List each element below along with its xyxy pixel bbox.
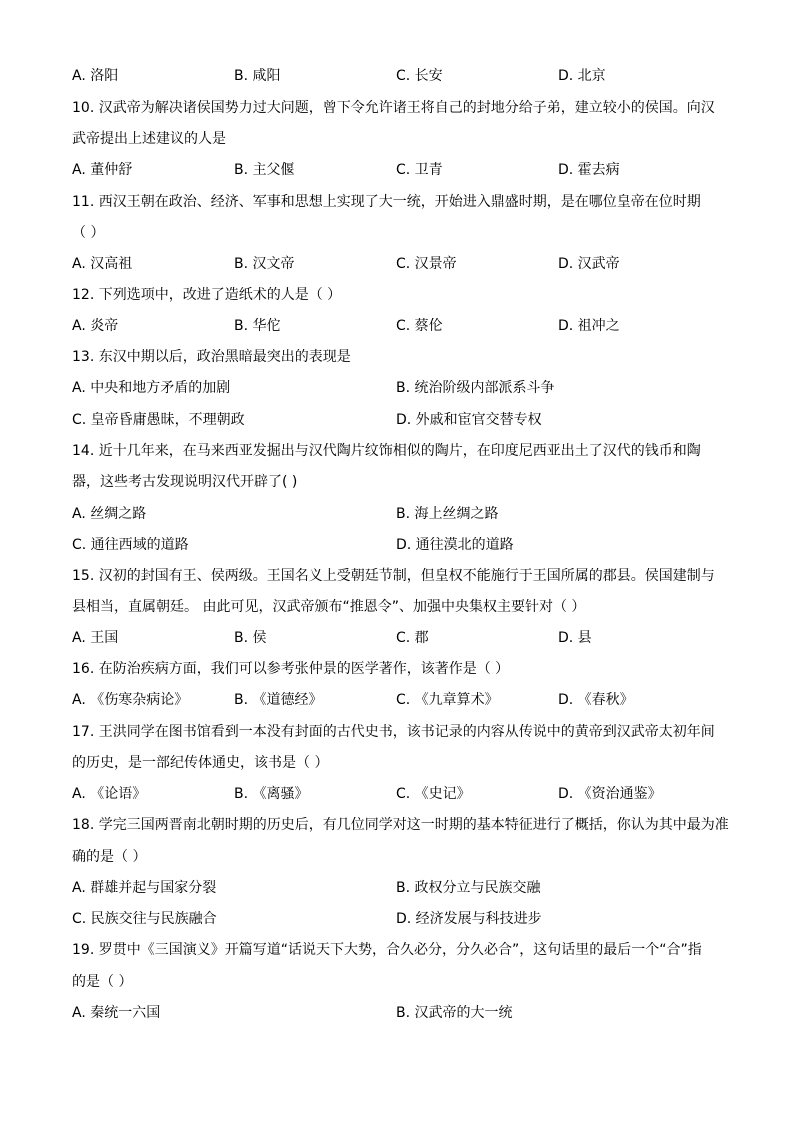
- q18-option-d[interactable]: D. 经济发展与科技进步: [396, 911, 542, 927]
- q11-stem-line-2: （ ）: [72, 225, 105, 241]
- q10-option-d[interactable]: D. 霍去病: [558, 162, 620, 178]
- q18-stem-line-2: 确的是（ ）: [72, 849, 147, 865]
- q16-option-b[interactable]: B. 《道德经》: [234, 692, 323, 708]
- q13-option-a[interactable]: A. 中央和地方矛盾的加剧: [72, 380, 231, 396]
- q11-stem-line-1: 11. 西汉王朝在政治、经济、军事和思想上实现了大一统，开始进入鼎盛时期，是在哪位皇帝在位时期: [72, 194, 701, 210]
- q14-option-d[interactable]: D. 通往漠北的道路: [396, 537, 514, 553]
- q10-option-b[interactable]: B. 主父偃: [234, 162, 295, 178]
- q12-option-b[interactable]: B. 华佗: [234, 318, 281, 334]
- q19-option-b[interactable]: B. 汉武帝的大一统: [396, 1005, 513, 1021]
- q17-option-d[interactable]: D. 《资治通鉴》: [558, 786, 662, 802]
- q15-stem-line-2: 县相当，直属朝廷。 由此可见，汉武帝颁布“推恩令”、加强中央集权主要针对（ ）: [72, 599, 586, 615]
- q15-option-c[interactable]: C. 郡: [396, 630, 429, 646]
- q16-option-d[interactable]: D. 《春秋》: [558, 692, 634, 708]
- q14-option-c[interactable]: C. 通往西域的道路: [72, 537, 189, 553]
- q17-option-a[interactable]: A. 《论语》: [72, 786, 147, 802]
- q16-option-a[interactable]: A. 《伤寒杂病论》: [72, 692, 189, 708]
- q18-stem-line-1: 18. 学完三国两晋南北朝时期的历史后，有几位同学对这一时期的基本特征进行了概括，你认为其中最为准: [72, 817, 729, 833]
- q11-option-c[interactable]: C. 汉景帝: [396, 256, 457, 272]
- q17-stem-line-2: 的历史，是一部纪传体通史，该书是（ ）: [72, 755, 329, 771]
- q18-option-b[interactable]: B. 政权分立与民族交融: [396, 880, 541, 896]
- q13-option-c[interactable]: C. 皇帝昏庸愚昧，不理朝政: [72, 412, 245, 428]
- q16-stem-line-1: 16. 在防治疾病方面，我们可以参考张仲景的医学著作，该著作是（ ）: [72, 661, 510, 677]
- q12-option-d[interactable]: D. 祖冲之: [558, 318, 620, 334]
- q13-option-b[interactable]: B. 统治阶级内部派系斗争: [396, 380, 555, 396]
- q14-option-a[interactable]: A. 丝绸之路: [72, 506, 147, 522]
- q15-option-a[interactable]: A. 王国: [72, 630, 119, 646]
- q13-stem-line-1: 13. 东汉中期以后，政治黑暗最突出的表现是: [72, 349, 351, 365]
- q14-stem-line-1: 14. 近十几年来，在马来西亚发掘出与汉代陶片纹饰相似的陶片，在印度尼西亚出土了汉代的钱币和陶: [72, 443, 701, 459]
- q17-stem-line-1: 17. 王洪同学在图书馆看到一本没有封面的古代史书，该书记录的内容从传说中的黄帝到汉武帝太初年间: [72, 724, 715, 740]
- q10-option-c[interactable]: C. 卫青: [396, 162, 443, 178]
- q19-option-a[interactable]: A. 秦统一六国: [72, 1005, 161, 1021]
- q19-stem-line-1: 19. 罗贯中《三国演义》开篇写道“话说天下大势，合久必分，分久必合”，这句话里的最后一个“合”指: [72, 942, 702, 958]
- q13-option-d[interactable]: D. 外戚和宦官交替专权: [396, 412, 542, 428]
- q12-option-a[interactable]: A. 炎帝: [72, 318, 119, 334]
- q11-option-b[interactable]: B. 汉文帝: [234, 256, 295, 272]
- q15-option-b[interactable]: B. 侯: [234, 630, 267, 646]
- q16-option-c[interactable]: C. 《九章算术》: [396, 692, 499, 708]
- q15-stem-line-1: 15. 汉初的封国有王、侯两级。王国名义上受朝廷节制，但皇权不能施行于王国所属的郡县。侯国建制与: [72, 568, 715, 584]
- q18-option-a[interactable]: A. 群雄并起与国家分裂: [72, 880, 217, 896]
- q10-option-a[interactable]: A. 董仲舒: [72, 162, 133, 178]
- q18-option-c[interactable]: C. 民族交往与民族融合: [72, 911, 217, 927]
- q12-option-c[interactable]: C. 蔡伦: [396, 318, 443, 334]
- q17-option-b[interactable]: B. 《离骚》: [234, 786, 309, 802]
- q19-stem-line-2: 的是（ ）: [72, 974, 133, 990]
- q14-stem-line-2: 器，这些考古发现说明汉代开辟了( ): [72, 474, 298, 490]
- q10-stem-line-1: 10. 汉武帝为解决诸侯国势力过大问题，曾下令允许诸王将自己的封地分给子弟，建立较小的侯国。向汉: [72, 100, 715, 116]
- q15-option-d[interactable]: D. 县: [558, 630, 592, 646]
- q14-option-b[interactable]: B. 海上丝绸之路: [396, 506, 499, 522]
- q17-option-c[interactable]: C. 《史记》: [396, 786, 471, 802]
- q9-option-d[interactable]: D. 北京: [558, 68, 606, 84]
- q10-stem-line-2: 武帝提出上述建议的人是: [72, 131, 226, 147]
- q11-option-d[interactable]: D. 汉武帝: [558, 256, 620, 272]
- q9-option-b[interactable]: B. 咸阳: [234, 68, 281, 84]
- q9-option-c[interactable]: C. 长安: [396, 68, 443, 84]
- q12-stem-line-1: 12. 下列选项中，改进了造纸术的人是（ ）: [72, 287, 342, 303]
- q9-option-a[interactable]: A. 洛阳: [72, 68, 119, 84]
- q11-option-a[interactable]: A. 汉高祖: [72, 256, 133, 272]
